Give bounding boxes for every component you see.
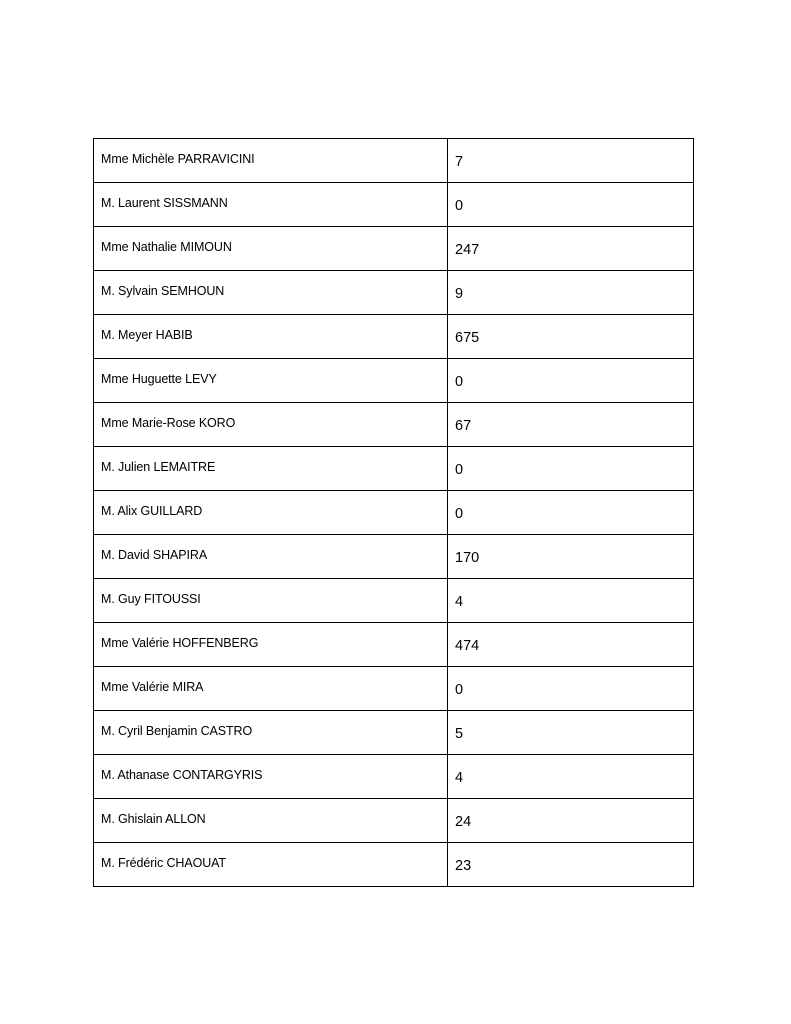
vote-count-cell: 170 — [448, 535, 694, 579]
candidate-name-cell: Mme Marie-Rose KORO — [94, 403, 448, 447]
vote-count-cell: 23 — [448, 843, 694, 887]
vote-count-cell: 675 — [448, 315, 694, 359]
candidate-name-cell: Mme Huguette LEVY — [94, 359, 448, 403]
candidate-name-cell: M. Laurent SISSMANN — [94, 183, 448, 227]
table-row — [94, 491, 694, 535]
candidate-name-cell: Mme Valérie MIRA — [94, 667, 448, 711]
table-row — [94, 271, 694, 315]
table-row — [94, 447, 694, 491]
candidate-name-cell: Mme Valérie HOFFENBERG — [94, 623, 448, 667]
table-row — [94, 139, 694, 183]
table-row — [94, 183, 694, 227]
vote-count-cell: 5 — [448, 711, 694, 755]
candidate-name-cell: M. Frédéric CHAOUAT — [94, 843, 448, 887]
candidate-name-cell: M. David SHAPIRA — [94, 535, 448, 579]
results-table-body — [94, 139, 694, 887]
vote-count-cell: 4 — [448, 755, 694, 799]
vote-count-cell: 9 — [448, 271, 694, 315]
candidate-name-cell: M. Sylvain SEMHOUN — [94, 271, 448, 315]
candidate-name-cell: M. Athanase CONTARGYRIS — [94, 755, 448, 799]
vote-count-cell: 474 — [448, 623, 694, 667]
candidate-name-cell: M. Cyril Benjamin CASTRO — [94, 711, 448, 755]
candidate-name-cell: M. Julien LEMAITRE — [94, 447, 448, 491]
candidate-name-cell: Mme Michèle PARRAVICINI — [94, 139, 448, 183]
table-row — [94, 403, 694, 447]
vote-count-cell: 0 — [448, 667, 694, 711]
vote-count-cell: 0 — [448, 359, 694, 403]
candidate-name-cell: M. Meyer HABIB — [94, 315, 448, 359]
table-row — [94, 579, 694, 623]
table-row — [94, 843, 694, 887]
table-row — [94, 535, 694, 579]
vote-count-cell: 24 — [448, 799, 694, 843]
table-row — [94, 227, 694, 271]
vote-count-cell: 7 — [448, 139, 694, 183]
table-row — [94, 667, 694, 711]
candidate-name-cell: Mme Nathalie MIMOUN — [94, 227, 448, 271]
vote-count-cell: 0 — [448, 447, 694, 491]
table-row — [94, 623, 694, 667]
vote-count-cell: 0 — [448, 183, 694, 227]
table-row — [94, 359, 694, 403]
results-table — [93, 138, 694, 887]
table-row — [94, 755, 694, 799]
table-row — [94, 315, 694, 359]
candidate-name-cell: M. Alix GUILLARD — [94, 491, 448, 535]
vote-count-cell: 4 — [448, 579, 694, 623]
candidate-name-cell: M. Ghislain ALLON — [94, 799, 448, 843]
candidate-name-cell: M. Guy FITOUSSI — [94, 579, 448, 623]
vote-count-cell: 67 — [448, 403, 694, 447]
vote-count-cell: 0 — [448, 491, 694, 535]
table-row — [94, 799, 694, 843]
table-row — [94, 711, 694, 755]
vote-count-cell: 247 — [448, 227, 694, 271]
